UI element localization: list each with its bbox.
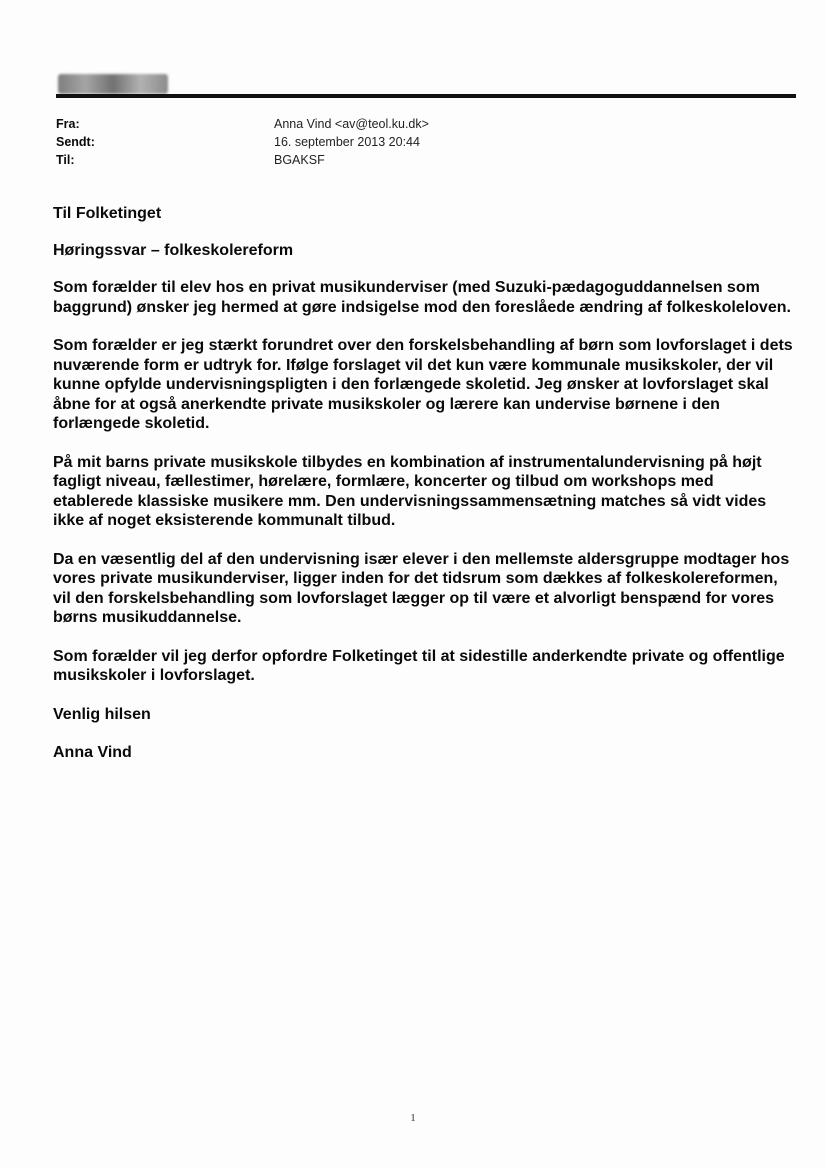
closing: Venlig hilsen bbox=[53, 705, 151, 723]
signature: Anna Vind bbox=[53, 744, 132, 761]
paragraph: Som forælder er jeg stærkt forundret over den forskelsbehandling af børn som lovforslaget i dets nuværende form er udtryk for. Ifølge forslaget vil det kun være kommunale musikskoler, der vil kunne opfylde undervisningspligten i den forlængede skoletid. Jeg ønsker at lovforslaget skal åbne for at også anerkendte private musikskoler og lærere kan undervise børnene i den forlængede skoletid. bbox=[53, 337, 793, 432]
paragraph: Som forælder til elev hos en privat musikunderviser (med Suzuki-pædagoguddannelsen som baggrund) ønsker jeg hermed at gøre indsigelse mod den foreslåede ændring af folkeskoleloven. bbox=[53, 279, 791, 316]
paragraph: Da en væsentlig del af den undervisning især elever i den mellemste aldersgruppe modtager hos vores private musikunderviser, ligger inden for det tidsrum som dækkes af folkeskolereformen, vil den forskelsbehandling som lovforslaget lægger op til være et alvorligt benspænd for vores børns musikuddannelse. bbox=[53, 550, 790, 626]
letter-recipient: Til Folketinget bbox=[53, 205, 162, 222]
redacted-letterhead bbox=[58, 74, 168, 94]
from-label: Fra: bbox=[56, 117, 80, 131]
from-value: Anna Vind <av@teol.ku.dk> bbox=[274, 117, 429, 131]
email-header bbox=[56, 115, 429, 169]
paragraph: På mit barns private musikskole tilbydes en kombination af instrumentalundervisning på højt fagligt niveau, fællestimer, hørelære, formlære, koncerter og tilbud om workshops med etablerede klassiske musikere mm. Den undervisningssammensætning matches så vidt vides ikke af noget eksisterende kommunalt tilbud. bbox=[53, 453, 767, 529]
header-divider bbox=[56, 94, 796, 98]
page-number: 1 bbox=[410, 1112, 416, 1124]
sent-value: 16. september 2013 20:44 bbox=[274, 135, 420, 149]
sent-row bbox=[56, 133, 429, 151]
to-label: Til: bbox=[56, 153, 75, 167]
letter-body bbox=[53, 204, 798, 782]
to-value: BGAKSF bbox=[274, 153, 325, 167]
to-row bbox=[56, 151, 429, 169]
from-row bbox=[56, 115, 429, 133]
sent-label: Sendt: bbox=[56, 135, 95, 149]
paragraph: Som forælder vil jeg derfor opfordre Folketinget til at sidestille anderkendte private og offentlige musikskoler i lovforslaget. bbox=[53, 647, 785, 684]
letter-subject: Høringssvar – folkeskolereform bbox=[53, 241, 294, 259]
